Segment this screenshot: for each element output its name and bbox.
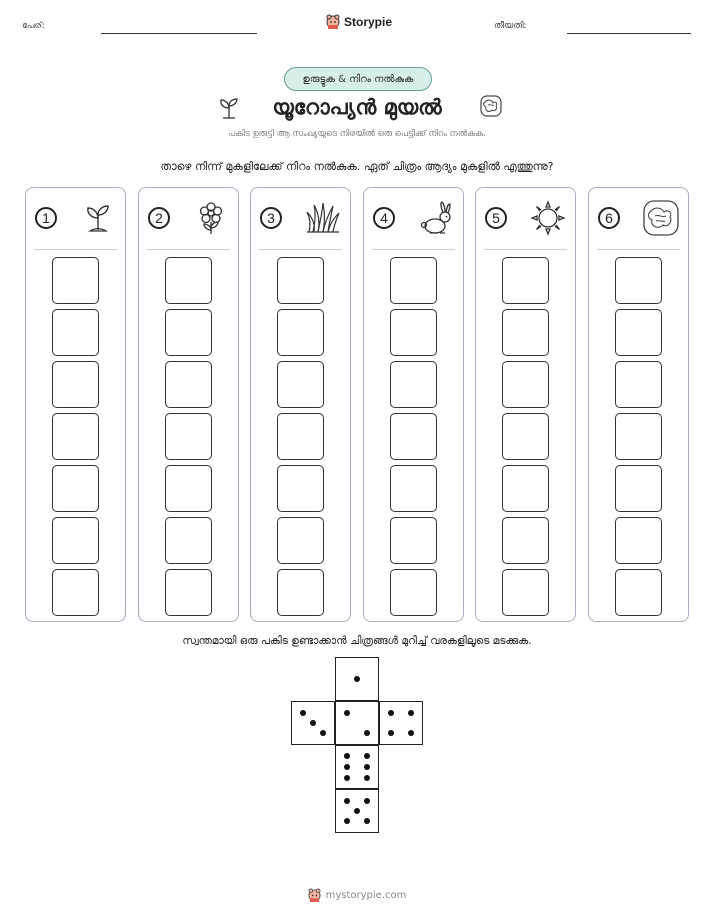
column-6 [588, 187, 689, 622]
color-box[interactable] [615, 361, 662, 408]
column-3 [250, 187, 351, 622]
color-box[interactable] [165, 309, 212, 356]
subtitle: പകിട ഉരുട്ടി ആ സംഖ്യയുടെ നിരയിൽ ഒരു പെട്ടിക്ക് നിറം നൽകുക. [228, 129, 486, 139]
die-face-2 [335, 701, 379, 745]
name-line[interactable] [101, 33, 257, 34]
column-divider [147, 249, 230, 250]
color-box[interactable] [52, 309, 99, 356]
pip [354, 808, 360, 814]
storypie-logo-icon [308, 888, 321, 903]
color-box[interactable] [390, 257, 437, 304]
pip [364, 764, 370, 770]
color-box[interactable] [390, 361, 437, 408]
color-box[interactable] [277, 465, 324, 512]
column-divider [597, 249, 680, 250]
column-4 [363, 187, 464, 622]
color-box[interactable] [390, 413, 437, 460]
column-divider [372, 249, 455, 250]
color-box[interactable] [52, 517, 99, 564]
color-box[interactable] [165, 413, 212, 460]
color-box[interactable] [277, 413, 324, 460]
activity-tag-label: ഉരുട്ടുക & നിറം നൽകുക [302, 73, 414, 85]
color-box[interactable] [390, 517, 437, 564]
die-face-6 [335, 745, 379, 789]
color-box[interactable] [390, 309, 437, 356]
column-number: 4 [373, 207, 395, 229]
flower-icon [193, 200, 229, 236]
color-box[interactable] [165, 257, 212, 304]
pip [388, 730, 394, 736]
color-box[interactable] [502, 465, 549, 512]
question: താഴെ നിന്ന് മുകളിലേക്ക് നിറം നൽകുക. ഏത് ചിത്രം ആദ്യം മുകളിൽ എത്തുന്നു? [160, 160, 554, 173]
grass-icon [305, 200, 341, 236]
pip [344, 764, 350, 770]
color-box[interactable] [277, 257, 324, 304]
column-5 [475, 187, 576, 622]
pip [344, 753, 350, 759]
column-number: 1 [35, 207, 57, 229]
pip [364, 753, 370, 759]
column-number: 6 [598, 207, 620, 229]
sprout-icon [215, 94, 243, 122]
color-box[interactable] [502, 361, 549, 408]
cut-instruction: സ്വന്തമായി ഒരു പകിട ഉണ്ടാക്കാൻ ചിത്രങ്ങൾ മുറിച്ച് വരകളിലൂടെ മടക്കുക. [182, 635, 532, 647]
pip [300, 710, 306, 716]
page-title: യൂറോപ്യൻ മുയൽ [272, 95, 442, 119]
burrow-icon [480, 95, 502, 117]
brand-name: Storypie [344, 15, 393, 29]
color-box[interactable] [277, 361, 324, 408]
color-box[interactable] [615, 465, 662, 512]
pip [364, 798, 370, 804]
storypie-logo-icon [326, 14, 340, 30]
color-box[interactable] [52, 361, 99, 408]
brand [326, 14, 392, 30]
color-box[interactable] [615, 413, 662, 460]
color-box[interactable] [52, 413, 99, 460]
color-box[interactable] [277, 569, 324, 616]
sun-icon [530, 200, 566, 236]
color-box[interactable] [52, 257, 99, 304]
column-2 [138, 187, 239, 622]
color-box[interactable] [502, 517, 549, 564]
pip [364, 730, 370, 736]
color-box[interactable] [52, 465, 99, 512]
sprout-icon [80, 200, 116, 236]
pip [408, 710, 414, 716]
column-number: 3 [260, 207, 282, 229]
footer [0, 888, 714, 903]
color-box[interactable] [52, 569, 99, 616]
color-box[interactable] [502, 257, 549, 304]
rabbit-icon [418, 200, 454, 236]
color-box[interactable] [390, 569, 437, 616]
die-face-3 [291, 701, 335, 745]
name-label: പേര്: [22, 21, 45, 31]
color-box[interactable] [615, 569, 662, 616]
date-label: തീയതി: [494, 21, 527, 31]
color-box[interactable] [615, 517, 662, 564]
pip [310, 720, 316, 726]
color-box[interactable] [502, 569, 549, 616]
color-box[interactable] [165, 361, 212, 408]
color-box[interactable] [615, 257, 662, 304]
column-divider [484, 249, 567, 250]
pip [344, 710, 350, 716]
pip [344, 775, 350, 781]
color-box[interactable] [277, 309, 324, 356]
pip [344, 798, 350, 804]
pip [320, 730, 326, 736]
color-box[interactable] [502, 413, 549, 460]
column-divider [34, 249, 117, 250]
pip [354, 676, 360, 682]
column-divider [259, 249, 342, 250]
color-box[interactable] [165, 569, 212, 616]
pip [408, 730, 414, 736]
die-face-4 [379, 701, 423, 745]
column-1 [25, 187, 126, 622]
date-line[interactable] [567, 33, 691, 34]
column-number: 2 [148, 207, 170, 229]
color-box[interactable] [277, 517, 324, 564]
column-number: 5 [485, 207, 507, 229]
burrow-icon [643, 200, 679, 236]
color-box[interactable] [615, 309, 662, 356]
die-face-5 [335, 789, 379, 833]
pip [364, 818, 370, 824]
color-box[interactable] [165, 465, 212, 512]
color-box[interactable] [390, 465, 437, 512]
die-face-1 [335, 657, 379, 701]
color-box[interactable] [502, 309, 549, 356]
color-box[interactable] [165, 517, 212, 564]
pip [388, 710, 394, 716]
pip [364, 775, 370, 781]
activity-tag [284, 67, 432, 91]
pip [344, 818, 350, 824]
footer-link[interactable]: mystorypie.com [325, 890, 407, 901]
